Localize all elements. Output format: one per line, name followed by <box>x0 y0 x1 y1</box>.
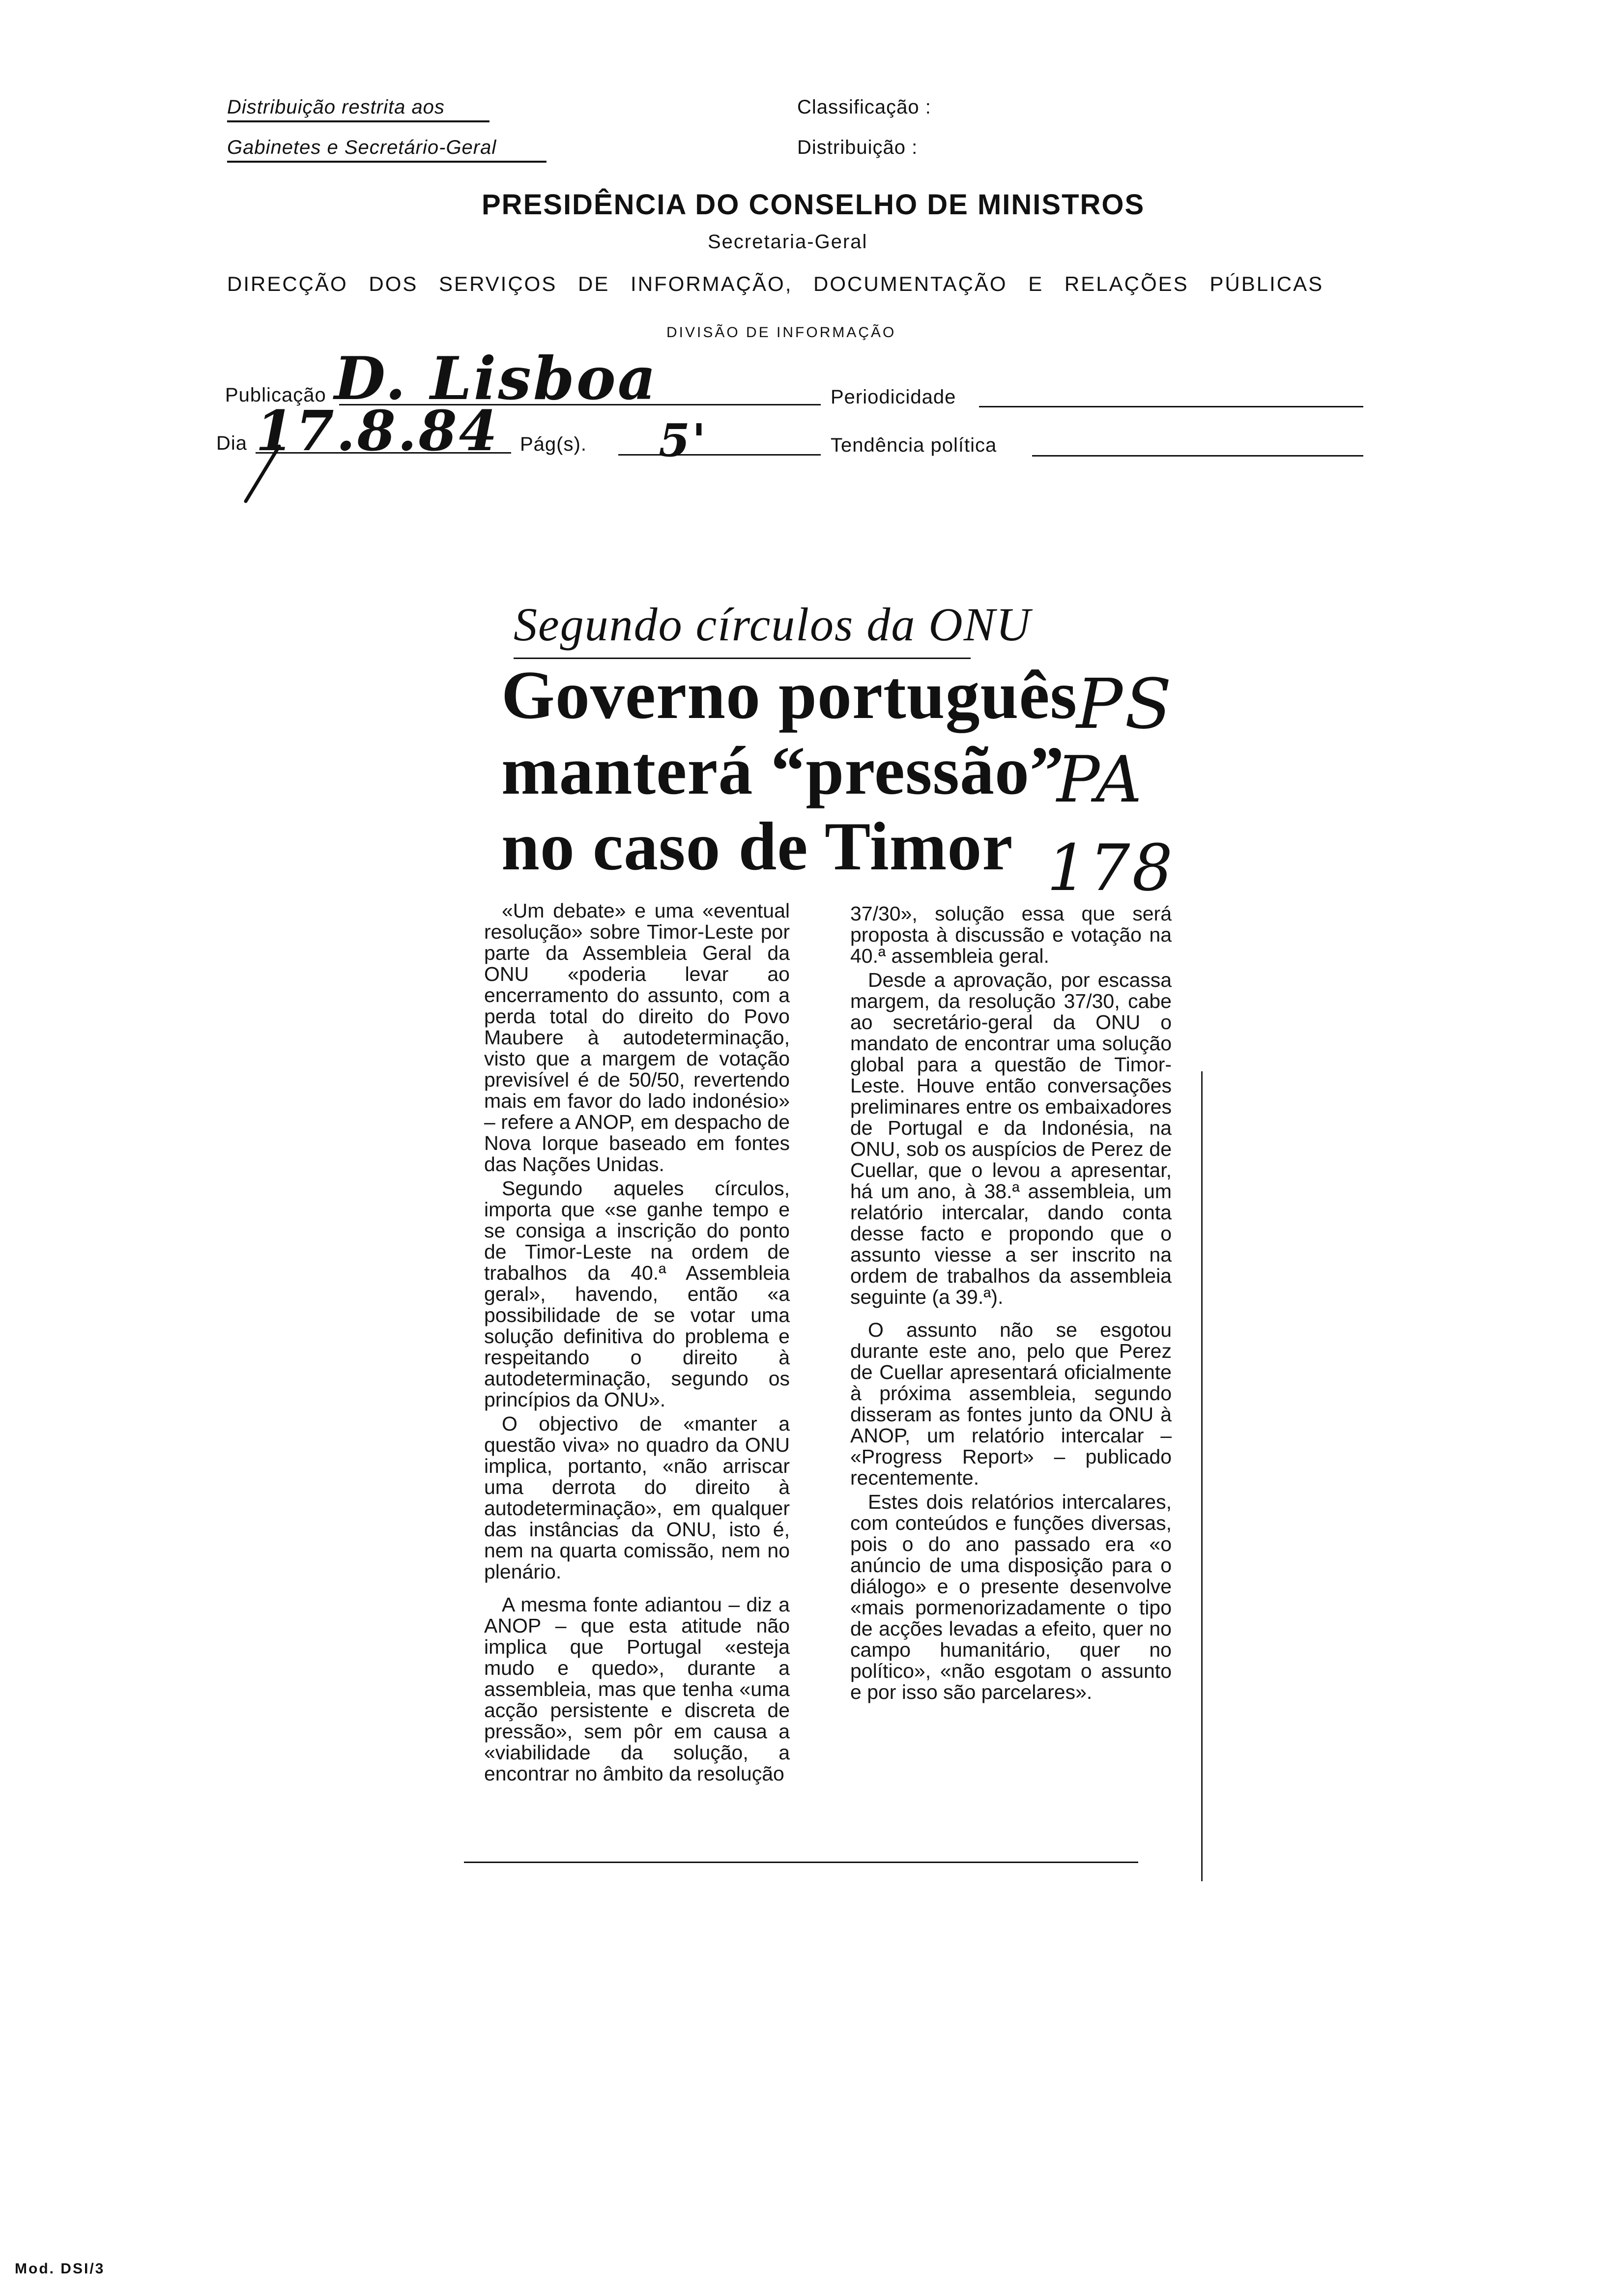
col1-paragraph-3: O objectivo de «manter a questão viva» no quadro da ONU implica, portanto, «não arriscar uma derrota do direito à autodeterminação», em qualquer das instâncias da ONU, isto é, nem na quarta comissão, nem no plenário. <box>484 1412 790 1583</box>
periodicity-label: Periodicidade <box>831 386 956 408</box>
col2-paragraph-1: 37/30», solução essa que será proposta à discussão e votação na 40.ª assembleia geral. <box>850 902 1172 967</box>
org-title: PRESIDÊNCIA DO CONSELHO DE MINISTROS <box>482 189 1145 221</box>
headline-line-2: manterá “pressão” <box>501 733 1065 809</box>
pages-label: Pág(s). <box>520 433 587 455</box>
headline-line-1: Governo português <box>501 657 1077 733</box>
day-label: Dia <box>216 432 248 454</box>
form-code: Mod. DSI/3 <box>15 2261 105 2277</box>
clipping-bottom-edge <box>464 1862 1138 1863</box>
col1-paragraph-1: «Um debate» e uma «eventual resolução» sobre Timor-Leste por parte da Assembleia Geral da ONU «poderia levar ao encerramento do assunto, com a perda total do direito do Povo Maubere à autodeterminação, visto que a margem de votação previsível é de 50/50, revertendo mais em favor do lado indonésio» – refere a ANOP, em despacho de Nova Iorque baseado em fontes das Nações Unidas. <box>484 899 790 1176</box>
restriction-underline-2 <box>227 161 547 163</box>
clipping-right-edge <box>1201 1071 1203 1881</box>
headline-line-3: no caso de Timor <box>501 808 1013 885</box>
restriction-underline-1 <box>227 120 489 122</box>
col2-paragraph-3: O assunto não se esgotou durante este ano, pelo que Perez de Cuellar apresentará oficialmente à próxima assembleia, segundo disseram as fontes junto da ONU à ANOP, um relatório intercalar – «Progress Report» – publicado recentemente. <box>850 1319 1172 1489</box>
division-label: DIVISÃO DE INFORMAÇÃO <box>666 324 896 341</box>
day-line <box>256 452 511 454</box>
pages-line <box>618 454 821 456</box>
classification-label: Classificação : <box>797 96 931 118</box>
restriction-line-1: Distribuição restrita aos <box>227 96 445 118</box>
day-value: 17.8.84 <box>256 399 499 463</box>
pages-value: 5' <box>659 414 708 467</box>
publication-label: Publicação <box>225 384 326 406</box>
directorate-line: DIRECÇÃO DOS SERVIÇOS DE INFORMAÇÃO, DOCUMENTAÇÃO E RELAÇÕES PÚBLICAS <box>227 272 1324 295</box>
restriction-line-2: Gabinetes e Secretário-Geral <box>227 137 497 158</box>
col1-paragraph-2: Segundo aqueles círculos, importa que «se ganhe tempo e se consiga a inscrição do ponto de Timor-Leste na ordem de trabalhos da 40.ª Assembleia geral», havendo, então «a possibilidade de se votar uma solução definitiva do problema e respeitando o direito à autodeterminação, segundo os princípios da ONU». <box>484 1177 790 1411</box>
col1-paragraph-4: A mesma fonte adiantou – diz a ANOP – que esta atitude não implica que Portugal «esteja mudo e quedo», durante a assembleia, mas que tenha «uma acção persistente e discreta de pressão», sem pôr em causa a «viabilidade da solução, a encontrar no âmbito da resolução <box>484 1593 790 1785</box>
article-kicker: Segundo círculos da ONU <box>514 598 1032 651</box>
col2-paragraph-2: Desde a aprovação, por escassa margem, da resolução 37/30, cabe ao secretário-geral da ONU o mandato de encontrar uma solução global para a questão de Timor-Leste. Houve então conversações preliminares entre os embaixadores de Portugal e da Indonésia, na ONU, sob os auspícios de Perez de Cuellar, que o levou a apresentar, há um ano, à 38.ª assembleia, um relatório intercalar, dando conta desse facto e propondo que o assunto viesse a ser inscrito na ordem de trabalhos da assembleia seguinte (a 39.ª). <box>850 969 1172 1308</box>
annotation-party-1: PS <box>1076 664 1174 745</box>
annotation-party-2: PA <box>1057 742 1144 817</box>
article-column-2 <box>850 903 1172 1706</box>
distribution-label: Distribuição : <box>797 137 918 158</box>
article-column-1 <box>484 900 790 1787</box>
periodicity-line <box>979 406 1363 407</box>
tendency-label: Tendência política <box>831 434 997 456</box>
tendency-line <box>1032 455 1363 457</box>
handwritten-stroke <box>241 442 285 506</box>
col2-paragraph-4: Estes dois relatórios intercalares, com conteúdos e funções diversas, pois o do ano passado era «o anúncio de uma disposição para o diálogo» e o presente desenvolve «mais pormenorizadamente o tipo de acções levadas a efeito, quer no campo humanitário, quer no político», «não esgotam o assunto e por isso são parcelares». <box>850 1491 1172 1703</box>
secretariat: Secretaria-Geral <box>708 231 868 253</box>
annotation-number: 178 <box>1047 831 1175 905</box>
publication-value: D. Lisboa <box>334 344 658 413</box>
